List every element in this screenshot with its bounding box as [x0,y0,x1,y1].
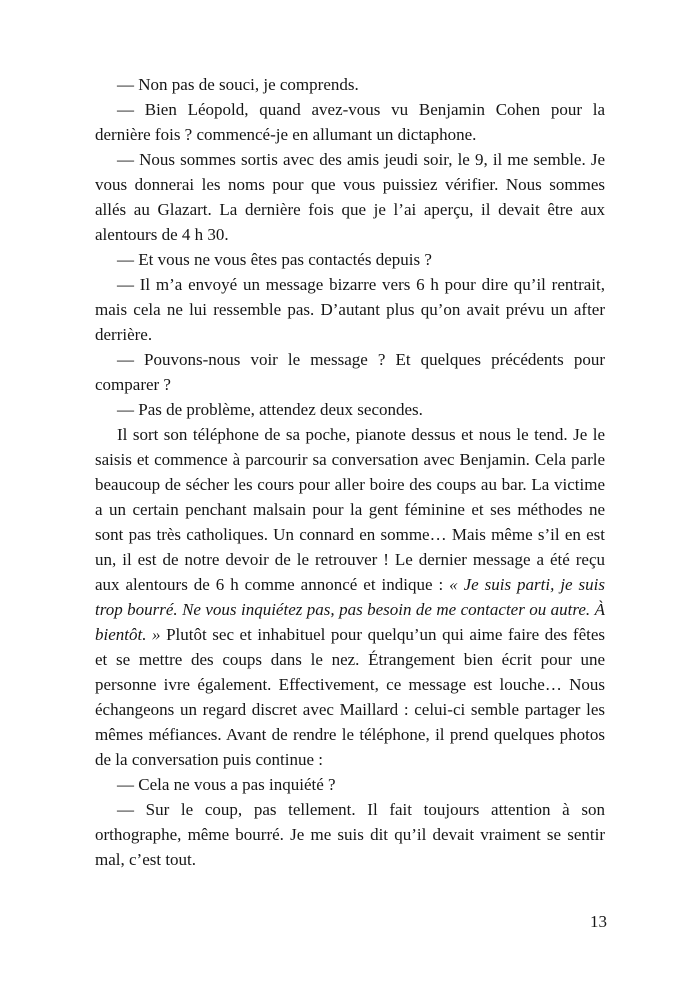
page-text-block [95,72,605,872]
dialogue-line-1: — Non pas de souci, je comprends. [117,75,359,94]
dialogue-line-3: — Nous sommes sortis avec des amis jeudi soir, le 9, il me semble. Je vous donnerai les noms pour que vous puissiez vérifier. Nous sommes allés au Glazart. La dernière fois que je l’ai aperçu, il devait être aux alentours de 4 h 30. [95,150,605,244]
dialogue-line-4: — Et vous ne vous êtes pas contactés depuis ? [117,250,432,269]
dialogue-line-8: — Cela ne vous a pas inquiété ? [117,775,336,794]
narration-text-before-quote: Il sort son téléphone de sa poche, pianote dessus et nous le tend. Je le saisis et commence à parcourir sa conversation avec Benjamin. Cela parle beaucoup de sécher les cours pour aller boire des coups au bar. La victime a un certain penchant malsain pour la gent féminine et ses méthodes ne sont pas très catholiques. Un connard en somme… Mais même s’il en est un, il est de notre devoir de le retrouver ! Le dernier message a été reçu aux alentours de 6 h comme annoncé et indique : [95,425,605,594]
narration-text-after-quote: Plutôt sec et inhabituel pour quelqu’un qui aime faire des fêtes et se mettre des coups dans le nez. Étrangement bien écrit pour une personne ivre également. Effectivement, ce message est louche… Nous échangeons un regard discret avec Maillard : celui-ci semble partager les mêmes méfiances. Avant de rendre le téléphone, il prend quelques photos de la conversation puis continue : [95,625,606,769]
dialogue-line-9: — Sur le coup, pas tellement. Il fait toujours attention à son orthographe, même bourré. Je me suis dit qu’il devait vraiment se sentir mal, c’est tout. [95,800,605,869]
dialogue-line-6: — Pouvons-nous voir le message ? Et quelques précédents pour comparer ? [95,350,605,394]
dialogue-line-7: — Pas de problème, attendez deux secondes. [117,400,423,419]
narration-paragraph [95,422,605,772]
dialogue-line-2: — Bien Léopold, quand avez-vous vu Benjamin Cohen pour la dernière fois ? commencé-je en allumant un dictaphone. [95,100,605,144]
page-number: 13 [590,912,607,931]
quoted-sms-message: « Je suis parti, je suis trop bourré. Ne vous inquiétez pas, pas besoin de me contacter ou autre. À bientôt. » [95,575,606,644]
dialogue-line-5: — Il m’a envoyé un message bizarre vers 6 h pour dire qu’il rentrait, mais cela ne lui ressemble pas. D’autant plus qu’on avait prévu un after derrière. [95,275,605,344]
